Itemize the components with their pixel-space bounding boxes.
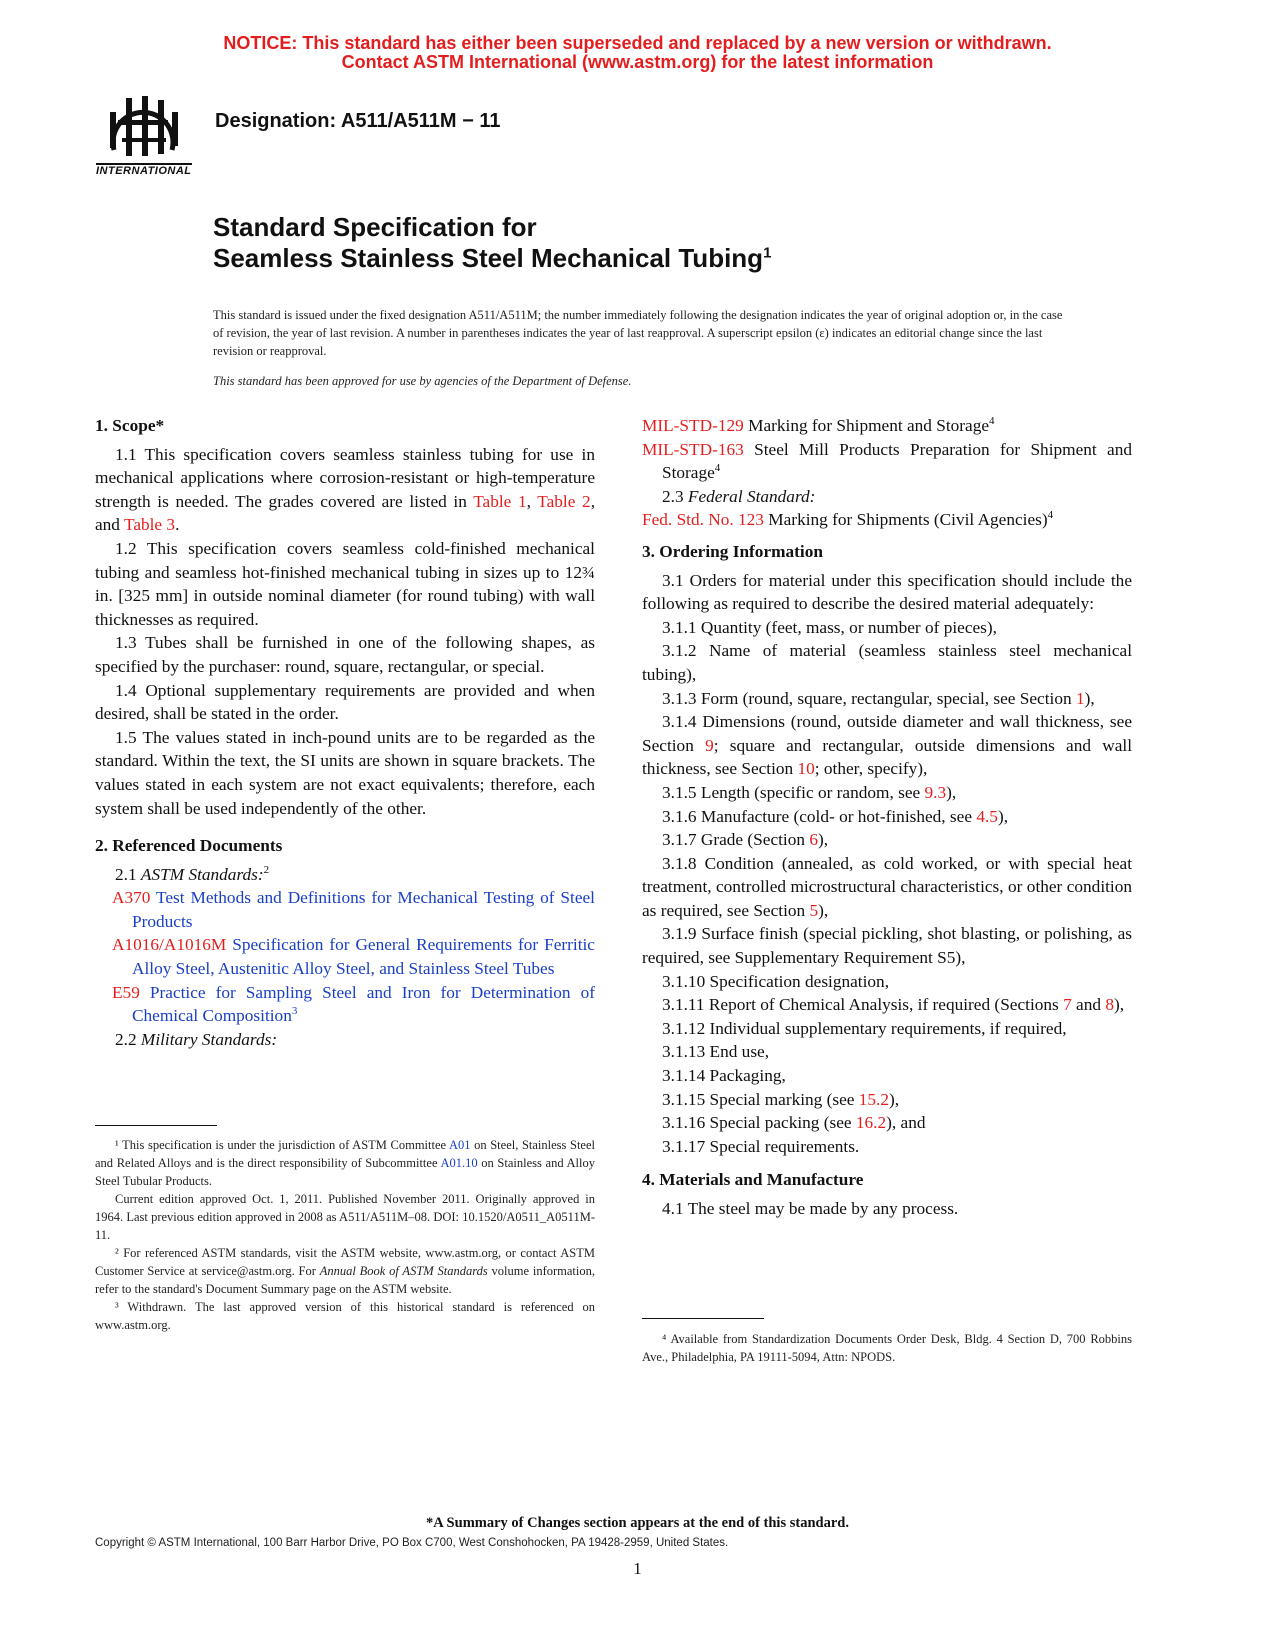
table-1-link[interactable]: Table 1 [473, 491, 527, 511]
committee-a01-link[interactable]: A01 [448, 1138, 471, 1152]
item-3-1-1: 3.1.1 Quantity (feet, mass, or number of pieces), [662, 617, 997, 637]
footnote-2: ² For referenced ASTM standards, visit the ASTM website, www.astm.org, or contact ASTM Customer Service at service@astm.org. For Annual Book of ASTM Standards volume information, refer to the standard's Document Summary page on the ASTM website. [95, 1246, 595, 1296]
ref-e59-code[interactable]: E59 [112, 982, 140, 1002]
section-7-link[interactable]: 7 [1063, 995, 1072, 1015]
para-1-5: 1.5 The values stated in inch-pound units are to be regarded as the standard. Within the text, the SI units are shown in square brackets. The values stated in each system are not exact equivalents; therefore, each system shall be used independently of the other. [95, 727, 595, 818]
title-footnote-ref: 1 [763, 244, 772, 262]
item-3-1-15: 3.1.15 Special marking (see 15.2), [662, 1089, 900, 1109]
footnote-3: ³ Withdrawn. The last approved version of this historical standard is referenced on www.astm.org. [95, 1300, 595, 1332]
item-3-1-5: 3.1.5 Length (specific or random, see 9.3), [662, 782, 957, 802]
item-3-1-14: 3.1.14 Packaging, [662, 1066, 786, 1086]
item-3-1-10: 3.1.10 Specification designation, [662, 971, 890, 991]
ref-a1016-title[interactable]: Specification for General Requirements for Ferritic Alloy Steel, Austenitic Alloy Steel, and Stainless Steel Tubes [132, 935, 595, 979]
referenced-documents-heading: 2. Referenced Documents [95, 836, 283, 856]
right-column [642, 414, 1132, 1221]
section-16-2-link[interactable]: 16.2 [855, 1113, 887, 1133]
left-column [95, 414, 595, 1051]
item-3-1-2: 3.1.2 Name of material (seamless stainless steel mechanical tubing), [642, 641, 1132, 684]
item-3-1-4: 3.1.4 Dimensions (round, outside diameter and wall thickness, see Section 9; square and rectangular, outside dimensions and wall thickness, see Section 10; other, specify), [642, 712, 1133, 779]
footnote-4: ⁴ Available from Standardization Documents Order Desk, Bldg. 4 Section D, 700 Robbins Ave., Philadelphia, PA 19111-5094, Attn: NPODS. [642, 1332, 1132, 1364]
footnote-1-edition: Current edition approved Oct. 1, 2011. Published November 2011. Originally approved in 1964. Last previous edition approved in 2008 as A511/A511M–08. DOI: 10.1520/A0511_A0511M-11. [95, 1192, 595, 1242]
section-5-link[interactable]: 5 [809, 900, 819, 920]
para-4-1: 4.1 The steel may be made by any process. [662, 1199, 959, 1218]
mil-std-163: MIL-STD-163 Steel Mill Products Preparation for Shipment and Storage$^4$ [642, 439, 1132, 483]
ordering-information-heading: 3. Ordering Information [642, 541, 823, 561]
section-9-3-link[interactable]: 9.3 [924, 782, 947, 802]
item-3-1-16: 3.1.16 Special packing (see 16.2), and [662, 1113, 926, 1133]
logo-text: INTERNATIONAL [96, 165, 192, 177]
item-3-1-9: 3.1.9 Surface finish (special pickling, shot blasting, or polishing, as required, see Supplementary Requirement S5), [642, 924, 1132, 968]
para-2-2: 2.2 Military Standards: [115, 1029, 278, 1049]
dod-approval: This standard has been approved for use by agencies of the Department of Defense. [213, 374, 632, 388]
para-1-2: 1.2 This specification covers seamless cold-finished mechanical tubing and seamless hot-finished mechanical tubing in sizes up to 12¾ in. [325 mm] in outside nominal diameter (for round tubing) with wall thicknesses as required. [95, 538, 595, 629]
page-number: 1 [633, 1559, 642, 1578]
designation: Designation: A511/A511M − 11 [215, 110, 501, 132]
item-3-1-3: 3.1.3 Form (round, square, rectangular, special, see Section 1), [662, 688, 1095, 708]
ref-a1016 [95, 933, 595, 980]
item-3-1-8: 3.1.8 Condition (annealed, as cold worked, or with special heat treatment, controlled microstructural characteristics, or other condition as required, see Section 5), [642, 853, 1132, 920]
item-3-1-13: 3.1.13 End use, [662, 1042, 770, 1062]
ref-a370-code[interactable]: A370 [112, 888, 151, 908]
scope-heading: 1. Scope* [95, 416, 165, 435]
document-title [213, 212, 771, 274]
section-6-link[interactable]: 6 [809, 830, 818, 850]
para-1-4: 1.4 Optional supplementary requirements are provided and when desired, shall be stated in the order. [95, 680, 595, 724]
item-3-1-11: 3.1.11 Report of Chemical Analysis, if required (Sections 7 and 8), [662, 995, 1125, 1015]
para-1-3: 1.3 Tubes shall be furnished in one of the following shapes, as specified by the purchaser: round, square, rectangular, or special. [95, 633, 595, 676]
section-1-link[interactable]: 1 [1075, 688, 1085, 708]
section-15-2-link[interactable]: 15.2 [858, 1089, 890, 1109]
para-2-1: 2.1 ASTM Standards:$^2$ [115, 863, 270, 884]
title-line-2: Seamless Stainless Steel Mechanical Tubing [213, 243, 764, 273]
ref-a370 [95, 886, 595, 933]
ref-a1016-code[interactable]: A1016/A1016M [112, 935, 227, 955]
para-1-1: 1.1 This specification covers seamless stainless tubing for use in mechanical applications where corrosion-resistant or high-temperature strength is needed. The grades covered are listed in Table 1, Table 2, and Table 3. [95, 444, 596, 535]
copyright: Copyright © ASTM International, 100 Barr Harbor Drive, PO Box C700, West Conshohocken, PA 19428-2959, United States. [95, 1537, 729, 1549]
mil-std-163-link[interactable]: MIL-STD-163 [642, 439, 744, 459]
mil-std-129: MIL-STD-129 Marking for Shipment and Storage$^4$ [642, 415, 995, 435]
footnote-divider-left [95, 1125, 217, 1126]
table-3-link[interactable]: Table 3 [123, 515, 176, 535]
item-3-1-12: 3.1.12 Individual supplementary requirements, if required, [662, 1018, 1067, 1038]
para-3-1: 3.1 Orders for material under this specification should include the following as required to describe the desired material adequately: [642, 570, 1132, 614]
summary-of-changes-note: *A Summary of Changes section appears at the end of this standard. [426, 1515, 849, 1531]
section-8-link[interactable]: 8 [1105, 995, 1114, 1015]
fed-std-123: Fed. Std. No. 123 Marking for Shipments (Civil Agencies)$^4$ [642, 509, 1054, 530]
title-line-1: Standard Specification for [213, 212, 537, 242]
notice-line-2: Contact ASTM International (www.astm.org) for the latest information [341, 52, 934, 72]
fed-std-123-link[interactable]: Fed. Std. No. 123 [642, 510, 764, 530]
ref-e59: E59 Practice for Sampling Steel and Iron for Determination of Chemical Composition$^3$ [112, 982, 595, 1026]
footnote-divider-right [642, 1318, 764, 1319]
item-3-1-7: 3.1.7 Grade (Section 6), [662, 830, 829, 850]
ref-a370-title[interactable]: Test Methods and Definitions for Mechanical Testing of Steel Products [132, 888, 595, 931]
notice-line-1: NOTICE: This standard has either been superseded and replaced by a new version or withdrawn. [223, 33, 1052, 53]
section-9-link[interactable]: 9 [705, 735, 714, 755]
section-4-5-link[interactable]: 4.5 [976, 806, 998, 826]
section-10-link[interactable]: 10 [797, 759, 815, 779]
item-3-1-6: 3.1.6 Manufacture (cold- or hot-finished, see 4.5), [662, 806, 1009, 826]
preamble: This standard is issued under the fixed designation A511/A511M; the number immediately following the designation indicates the year of original adoption or, in the case of revision, the year of last revision. A number in parentheses indicates the year of last reapproval. A superscript epsilon (ε) indicates an editorial change since the last revision or reapproval. [213, 308, 1063, 358]
item-3-1-17: 3.1.17 Special requirements. [662, 1136, 860, 1156]
ref-e59-title[interactable]: Practice for Sampling Steel and Iron for Determination of Chemical Composition [132, 982, 595, 1026]
mil-std-129-link[interactable]: MIL-STD-129 [642, 416, 744, 435]
materials-heading: 4. Materials and Manufacture [642, 1170, 864, 1190]
footnote-1: ¹ This specification is under the jurisdiction of ASTM Committee A01 on Steel, Stainless Steel and Related Alloys and is the direct responsibility of Subcommittee A01.10 on Stainless and Alloy Steel Tubular Products. [95, 1138, 595, 1188]
para-2-3: 2.3 Federal Standard: [662, 486, 816, 506]
astm-logo [92, 90, 194, 182]
footnotes-left [95, 1136, 595, 1334]
subcommittee-link[interactable]: A01.10 [440, 1156, 478, 1170]
table-2-link[interactable]: Table 2 [537, 491, 591, 511]
